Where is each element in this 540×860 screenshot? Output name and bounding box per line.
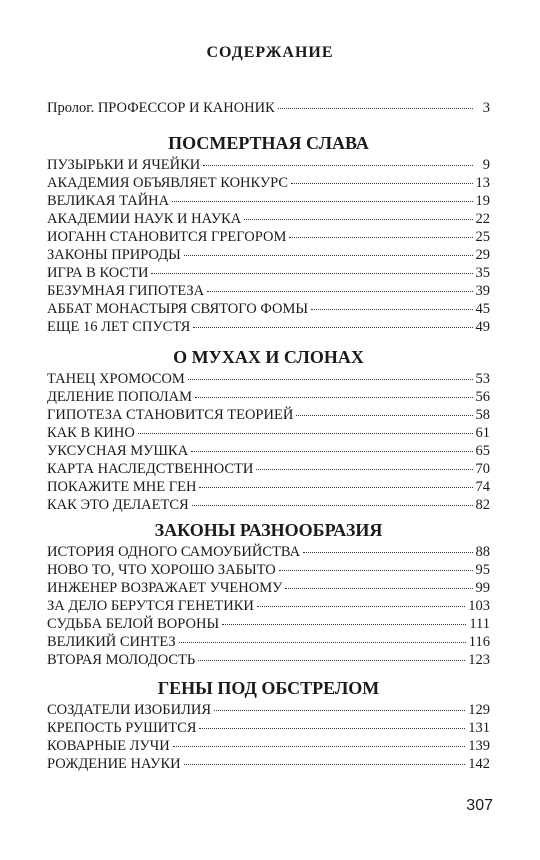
entry-page: 65: [475, 443, 490, 459]
entry-title: УКСУСНАЯ МУШКА: [47, 443, 189, 459]
leader-dots: [203, 165, 473, 166]
toc-entry: [47, 633, 490, 651]
entry-title: РОЖДЕНИЕ НАУКИ: [47, 756, 181, 772]
leader-dots: [278, 108, 473, 109]
toc-entry: [47, 174, 490, 192]
entry-title: ПОКАЖИТЕ МНЕ ГЕН: [47, 479, 197, 495]
entry-page: 25: [475, 229, 490, 245]
toc-entry: [47, 388, 490, 406]
entry-page: 142: [468, 756, 490, 772]
leader-dots: [285, 588, 472, 589]
toc-entry: [47, 651, 490, 669]
entry-page: 131: [468, 720, 490, 736]
entry-page: 13: [475, 175, 490, 191]
entry-page: 116: [468, 634, 490, 650]
entry-page: 103: [468, 598, 490, 614]
toc-entry: [47, 300, 490, 318]
leader-dots: [193, 327, 472, 328]
section-block: [47, 517, 490, 669]
entry-title: СУДЬБА БЕЛОЙ ВОРОНЫ: [47, 616, 220, 632]
entry-title: КРЕПОСТЬ РУШИТСЯ: [47, 720, 197, 736]
leader-dots: [179, 642, 466, 643]
toc-entry: [47, 719, 490, 737]
entry-title: ТАНЕЦ ХРОМОСОМ: [47, 371, 185, 387]
entry-page: 139: [468, 738, 490, 754]
entry-page: 123: [468, 652, 490, 668]
entry-title: Пролог. ПРОФЕССОР И КАНОНИК: [47, 100, 275, 116]
section-title: ЗАКОНЫ РАЗНООБРАЗИЯ: [154, 520, 383, 540]
toc-entry: [47, 99, 490, 117]
entry-title: ВТОРАЯ МОЛОДОСТЬ: [47, 652, 196, 668]
entry-title: ЕЩЕ 16 ЛЕТ СПУСТЯ: [47, 319, 191, 335]
entry-page: 53: [475, 371, 490, 387]
toc-entry: [47, 282, 490, 300]
leader-dots: [207, 291, 472, 292]
entry-page: 111: [469, 616, 490, 632]
entry-page: 129: [468, 702, 490, 718]
entry-title: ГИПОТЕЗА СТАНОВИТСЯ ТЕОРИЕЙ: [47, 407, 294, 423]
toc-entry: [47, 543, 490, 561]
toc-entry: [47, 478, 490, 496]
leader-dots: [214, 710, 465, 711]
entry-page: 61: [475, 425, 490, 441]
leader-dots: [291, 183, 472, 184]
leader-dots: [289, 237, 472, 238]
leader-dots: [191, 451, 472, 452]
contents-title: СОДЕРЖАНИЕ: [206, 44, 334, 61]
toc-entry: [47, 496, 490, 514]
page-number: 307: [466, 797, 493, 814]
leader-dots: [198, 660, 465, 661]
entry-title: НОВО ТО, ЧТО ХОРОШО ЗАБЫТО: [47, 562, 276, 578]
toc-entry: [47, 442, 490, 460]
leader-dots: [199, 728, 465, 729]
toc-entry: [47, 156, 490, 174]
toc-entry: [47, 561, 490, 579]
leader-dots: [222, 624, 466, 625]
prologue-entry: [47, 99, 490, 117]
entry-page: 39: [475, 283, 490, 299]
entry-title: ИГРА В КОСТИ: [47, 265, 149, 281]
leader-dots: [151, 273, 472, 274]
entry-title: СОЗДАТЕЛИ ИЗОБИЛИЯ: [47, 702, 212, 718]
entry-page: 29: [475, 247, 490, 263]
entry-title: АКАДЕМИЯ ОБЪЯВЛЯЕТ КОНКУРС: [47, 175, 289, 191]
leader-dots: [279, 570, 473, 571]
toc-entry: [47, 755, 490, 773]
toc-entry: [47, 210, 490, 228]
entry-title: ИНЖЕНЕР ВОЗРАЖАЕТ УЧЕНОМУ: [47, 580, 283, 596]
entry-title: КАК В КИНО: [47, 425, 135, 441]
entry-title: ВЕЛИКИЙ СИНТЕЗ: [47, 634, 176, 650]
leader-dots: [173, 746, 466, 747]
section-block: [47, 675, 490, 773]
entry-title: ЗАКОНЫ ПРИРОДЫ: [47, 247, 181, 263]
toc-entry: [47, 246, 490, 264]
entry-page: 3: [482, 100, 490, 116]
toc-entry: [47, 615, 490, 633]
section-title: ПОСМЕРТНАЯ СЛАВА: [168, 133, 369, 153]
toc-entry: [47, 406, 490, 424]
section-block: [47, 130, 490, 336]
entry-page: 22: [475, 211, 490, 227]
leader-dots: [184, 764, 466, 765]
entry-title: ПУЗЫРЬКИ И ЯЧЕЙКИ: [47, 157, 201, 173]
entry-page: 56: [475, 389, 490, 405]
entry-title: ЗА ДЕЛО БЕРУТСЯ ГЕНЕТИКИ: [47, 598, 254, 614]
toc-entry: [47, 579, 490, 597]
leader-dots: [138, 433, 473, 434]
entry-page: 74: [475, 479, 490, 495]
entry-title: АББАТ МОНАСТЫРЯ СВЯТОГО ФОМЫ: [47, 301, 309, 317]
leader-dots: [195, 397, 472, 398]
toc-entry: [47, 370, 490, 388]
entry-title: КОВАРНЫЕ ЛУЧИ: [47, 738, 170, 754]
entry-page: 9: [482, 157, 490, 173]
entry-page: 58: [475, 407, 490, 423]
toc-entry: [47, 701, 490, 719]
entry-title: БЕЗУМНАЯ ГИПОТЕЗА: [47, 283, 205, 299]
leader-dots: [184, 255, 473, 256]
entry-page: 99: [475, 580, 490, 596]
leader-dots: [311, 309, 472, 310]
leader-dots: [244, 219, 472, 220]
section-block: [47, 344, 490, 514]
entry-page: 19: [475, 193, 490, 209]
toc-entry: [47, 597, 490, 615]
entry-title: ДЕЛЕНИЕ ПОПОЛАМ: [47, 389, 193, 405]
entry-title: ИСТОРИЯ ОДНОГО САМОУБИЙСТВА: [47, 544, 301, 560]
entry-page: 70: [475, 461, 490, 477]
entry-page: 45: [475, 301, 490, 317]
entry-page: 35: [475, 265, 490, 281]
entry-title: ВЕЛИКАЯ ТАЙНА: [47, 193, 170, 209]
entry-page: 82: [475, 497, 490, 513]
leader-dots: [257, 606, 465, 607]
toc-entry: [47, 228, 490, 246]
toc-entry: [47, 318, 490, 336]
toc-entry: [47, 192, 490, 210]
leader-dots: [192, 505, 473, 506]
leader-dots: [188, 379, 473, 380]
entry-title: КАРТА НАСЛЕДСТВЕННОСТИ: [47, 461, 254, 477]
toc-entry: [47, 424, 490, 442]
section-title: О МУХАХ И СЛОНАХ: [173, 347, 364, 367]
leader-dots: [303, 552, 472, 553]
entry-title: КАК ЭТО ДЕЛАЕТСЯ: [47, 497, 189, 513]
leader-dots: [172, 201, 472, 202]
entry-page: 88: [475, 544, 490, 560]
leader-dots: [256, 469, 472, 470]
entry-title: ИОГАНН СТАНОВИТСЯ ГРЕГОРОМ: [47, 229, 287, 245]
leader-dots: [296, 415, 472, 416]
entry-page: 95: [475, 562, 490, 578]
leader-dots: [199, 487, 472, 488]
section-title: ГЕНЫ ПОД ОБСТРЕЛОМ: [157, 678, 380, 698]
toc-entry: [47, 737, 490, 755]
entry-title: АКАДЕМИИ НАУК И НАУКА: [47, 211, 242, 227]
entry-page: 49: [475, 319, 490, 335]
toc-entry: [47, 264, 490, 282]
toc-entry: [47, 460, 490, 478]
